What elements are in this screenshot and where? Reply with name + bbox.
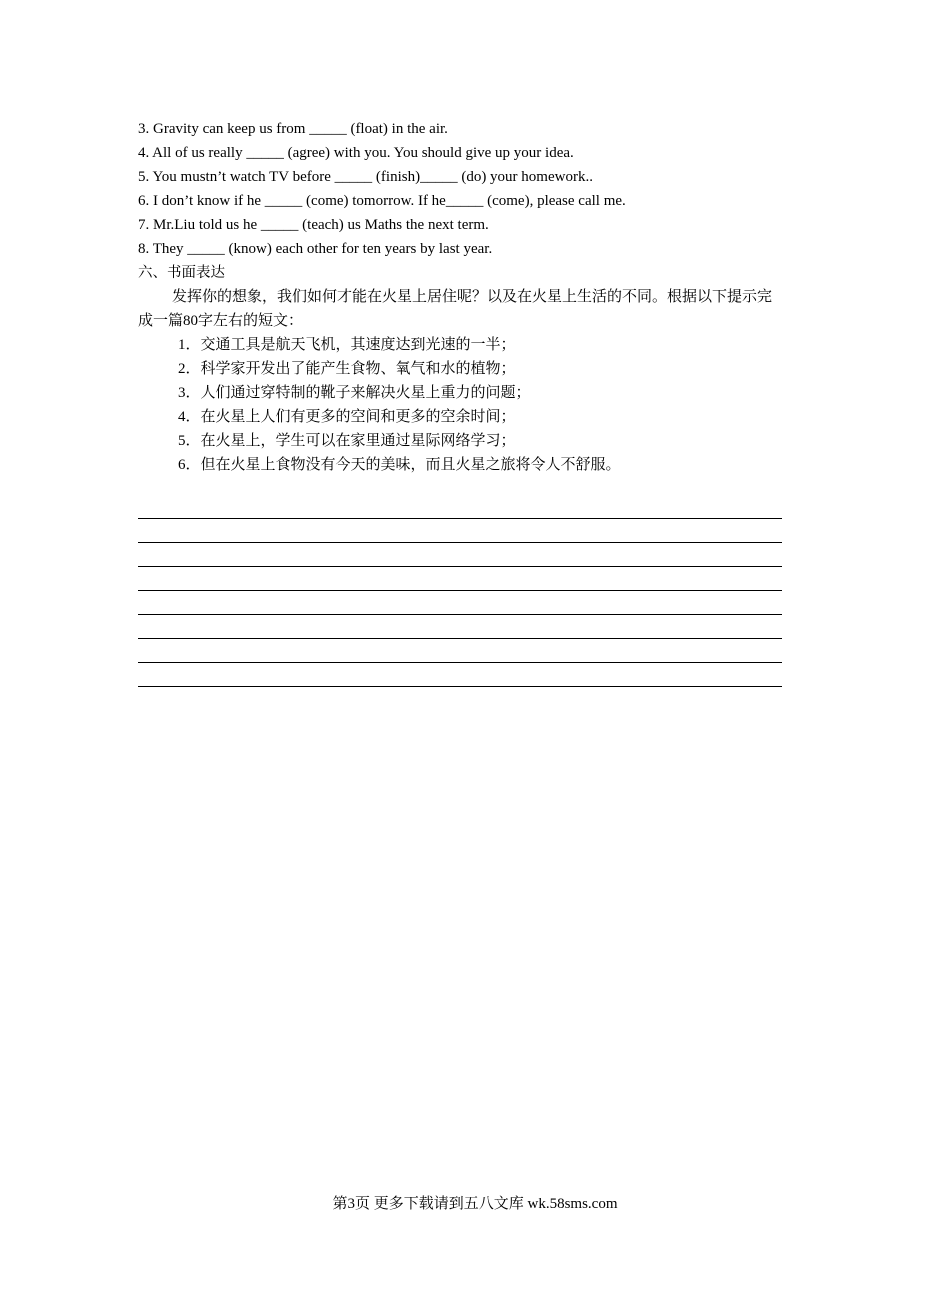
hint-item: 5．在火星上，学生可以在家里通过星际网络学习；: [178, 433, 516, 449]
answer-line: [138, 591, 782, 615]
hint-list: [138, 333, 788, 477]
exercise-7: 7. Mr.Liu told us he _____ (teach) us Maths the next term.: [138, 217, 489, 233]
answer-line: [138, 639, 782, 663]
answer-line: [138, 519, 782, 543]
page-footer: 第3页 更多下载请到五八文库 wk.58sms.com: [332, 1196, 618, 1212]
hint-item: 6．但在火星上食物没有今天的美味，而且火星之旅将令人不舒服。: [178, 457, 621, 473]
hint-item: 3．人们通过穿特制的靴子来解决火星上重力的问题；: [178, 385, 531, 401]
hint-item: 4．在火星上人们有更多的空间和更多的空余时间；: [178, 409, 516, 425]
hint-item: 1．交通工具是航天飞机，其速度达到光速的一半；: [178, 337, 516, 353]
exercise-6: 6. I don’t know if he _____ (come) tomorrow. If he_____ (come), please call me.: [138, 193, 626, 209]
exercise-3: 3. Gravity can keep us from _____ (float) in the air.: [138, 121, 448, 137]
exercise-8: 8. They _____ (know) each other for ten years by last year.: [138, 241, 493, 257]
section-heading: 六、书面表达: [138, 265, 225, 281]
answer-line: [138, 543, 782, 567]
document-body: [138, 117, 788, 477]
exercise-5: 5. You mustn’t watch TV before _____ (finish)_____ (do) your homework..: [138, 169, 593, 185]
answer-line: [138, 615, 782, 639]
writing-prompt: 发挥你的想象，我们如何才能在火星上居住呢？以及在火星上生活的不同。根据以下提示完成一篇80字左右的短文：: [138, 289, 773, 329]
answer-line: [138, 663, 782, 687]
answer-area[interactable]: [138, 518, 782, 687]
answer-line: [138, 567, 782, 591]
hint-item: 2．科学家开发出了能产生食物、氧气和水的植物；: [178, 361, 516, 377]
exercise-4: 4. All of us really _____ (agree) with you. You should give up your idea.: [138, 145, 574, 161]
